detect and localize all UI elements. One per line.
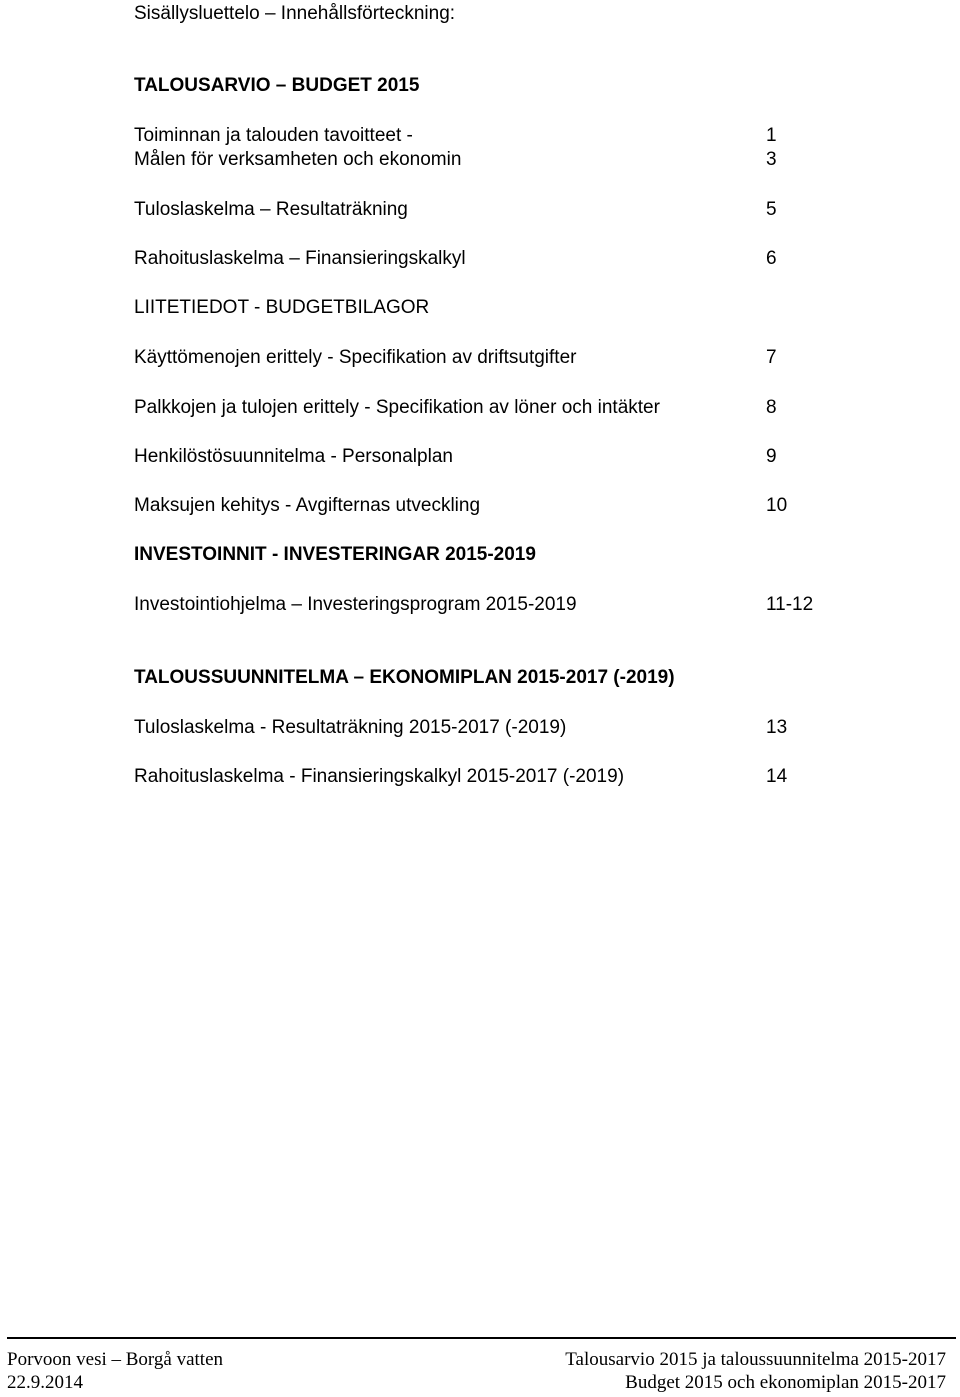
toc-entry-page: 5 — [766, 199, 777, 220]
toc-entry-page: 9 — [766, 446, 777, 467]
toc-entry-text: Tuloslaskelma – Resultaträkning — [134, 199, 408, 220]
toc-entry-text: Tuloslaskelma - Resultaträkning 2015-2017 (-2019) — [134, 717, 567, 738]
section-heading-appendices: LIITETIEDOT - BUDGETBILAGOR — [134, 297, 430, 318]
toc-entry-page: 3 — [766, 149, 777, 170]
toc-entry-text: Målen för verksamheten och ekonomin — [134, 149, 462, 170]
footer-doc-title-fi: Talousarvio 2015 ja taloussuunnitelma 2015-2017 — [565, 1349, 946, 1370]
toc-entry-text: Rahoituslaskelma - Finansieringskalkyl 2015-2017 (-2019) — [134, 766, 625, 787]
toc-entry-page: 6 — [766, 248, 777, 269]
toc-heading: Sisällysluettelo – Innehållsförteckning: — [134, 3, 456, 24]
footer-date: 22.9.2014 — [7, 1372, 83, 1393]
toc-entry-page: 8 — [766, 397, 777, 418]
footer-doc-title-sv: Budget 2015 och ekonomiplan 2015-2017 — [625, 1372, 946, 1393]
toc-entry-page: 7 — [766, 347, 777, 368]
section-heading-investments: INVESTOINNIT - INVESTERINGAR 2015-2019 — [134, 544, 536, 565]
toc-entry-page: 11-12 — [766, 594, 814, 615]
toc-entry-text: Palkkojen ja tulojen erittely - Specifikation av löner och intäkter — [134, 397, 660, 418]
toc-entry-page: 14 — [766, 766, 788, 787]
toc-entry-text: Toiminnan ja talouden tavoitteet - — [134, 125, 413, 146]
toc-entry-text: Investointiohjelma – Investeringsprogram 2015-2019 — [134, 594, 577, 615]
footer-divider — [7, 1337, 956, 1339]
toc-entry-text: Rahoituslaskelma – Finansieringskalkyl — [134, 248, 466, 269]
toc-entry-page: 10 — [766, 495, 788, 516]
footer-organization: Porvoon vesi – Borgå vatten — [7, 1349, 224, 1370]
toc-entry-text: Käyttömenojen erittely - Specifikation av driftsutgifter — [134, 347, 577, 368]
toc-entry-text: Maksujen kehitys - Avgifternas utveckling — [134, 495, 481, 516]
section-heading-budget: TALOUSARVIO – BUDGET 2015 — [134, 75, 420, 96]
toc-entry-text: Henkilöstösuunnitelma - Personalplan — [134, 446, 453, 467]
toc-entry-page: 1 — [766, 125, 777, 146]
section-heading-economic-plan: TALOUSSUUNNITELMA – EKONOMIPLAN 2015-2017 (-2019) — [134, 667, 675, 688]
toc-entry-page: 13 — [766, 717, 788, 738]
